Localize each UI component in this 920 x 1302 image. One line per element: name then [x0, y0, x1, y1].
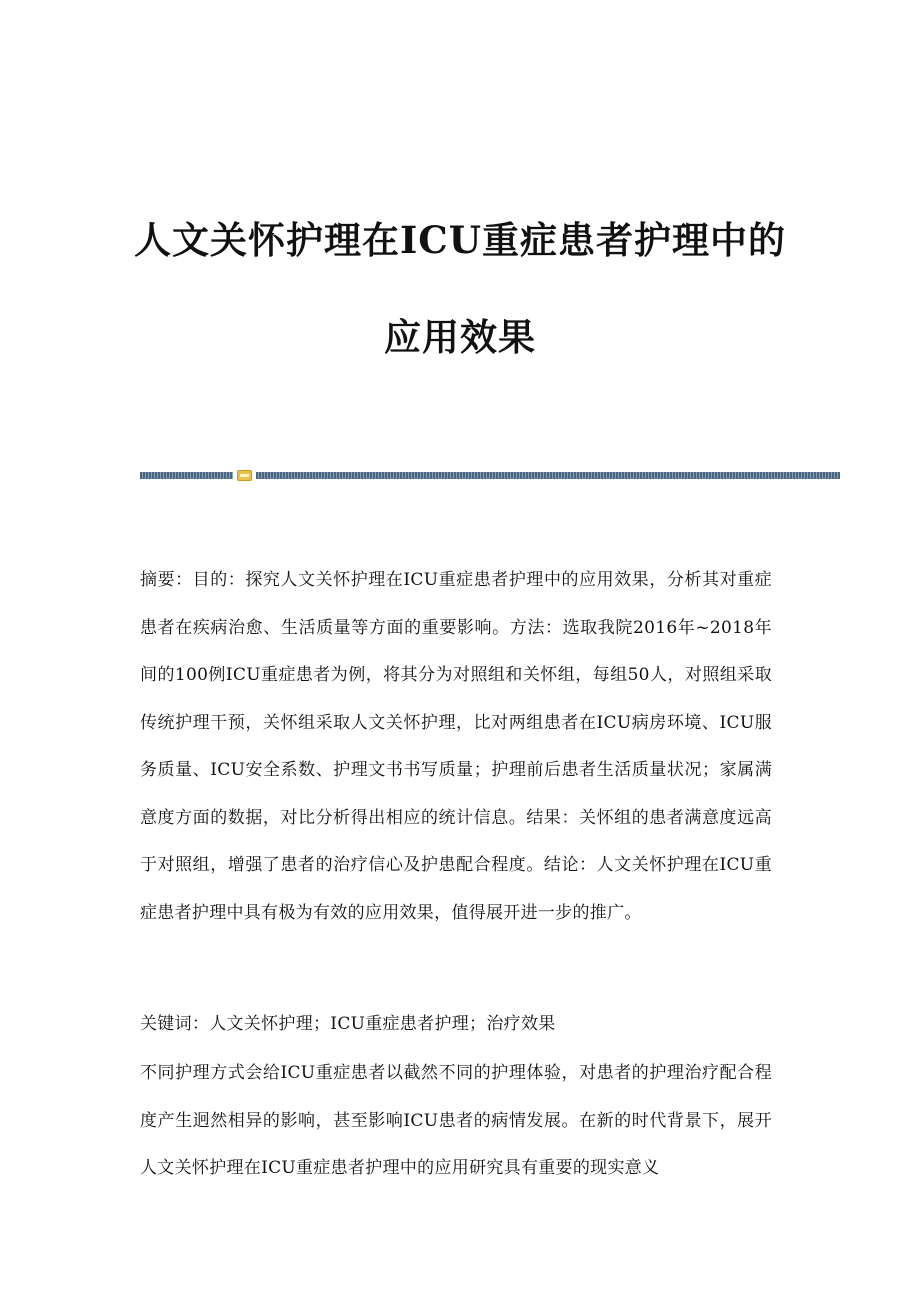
divider-bar-left: [140, 472, 233, 479]
document-title-line-1: 人文关怀护理在ICU重症患者护理中的: [133, 218, 787, 262]
divider-bar-right: [256, 472, 840, 479]
title-divider: [140, 470, 840, 480]
keywords-line: 关键词：人文关怀护理；ICU重症患者护理；治疗效果: [140, 1014, 556, 1034]
document-title-line-2: 应用效果: [384, 315, 536, 359]
abstract-paragraph: 摘要：目的：探究人文关怀护理在ICU重症患者护理中的应用效果，分析其对重症患者在疾病治愈、生活质量等方面的重要影响。方法：选取我院2016年~2018年间的100例ICU重症患者为例，将其分为对照组和关怀组，每组50人，对照组采取传统护理干预，关怀组采取人文关怀护理，比对两组患者在ICU病房环境、ICU服务质量、ICU安全系数、护理文书书写质量；护理前后患者生活质量状况；家属满意度方面的数据，对比分析得出相应的统计信息。结果：关怀组的患者满意度远高于对照组，增强了患者的治疗信心及护患配合程度。结论：人文关怀护理在ICU重症患者护理中具有极为有效的应用效果，值得展开进一步的推广。: [140, 570, 772, 923]
intro-paragraph: 不同护理方式会给ICU重症患者以截然不同的护理体验，对患者的护理治疗配合程度产生迥然相异的影响，甚至影响ICU患者的病情发展。在新的时代背景下，展开人文关怀护理在ICU重症患者护理中的应用研究具有重要的现实意义: [140, 1063, 772, 1178]
divider-ornament-icon: [237, 470, 252, 481]
